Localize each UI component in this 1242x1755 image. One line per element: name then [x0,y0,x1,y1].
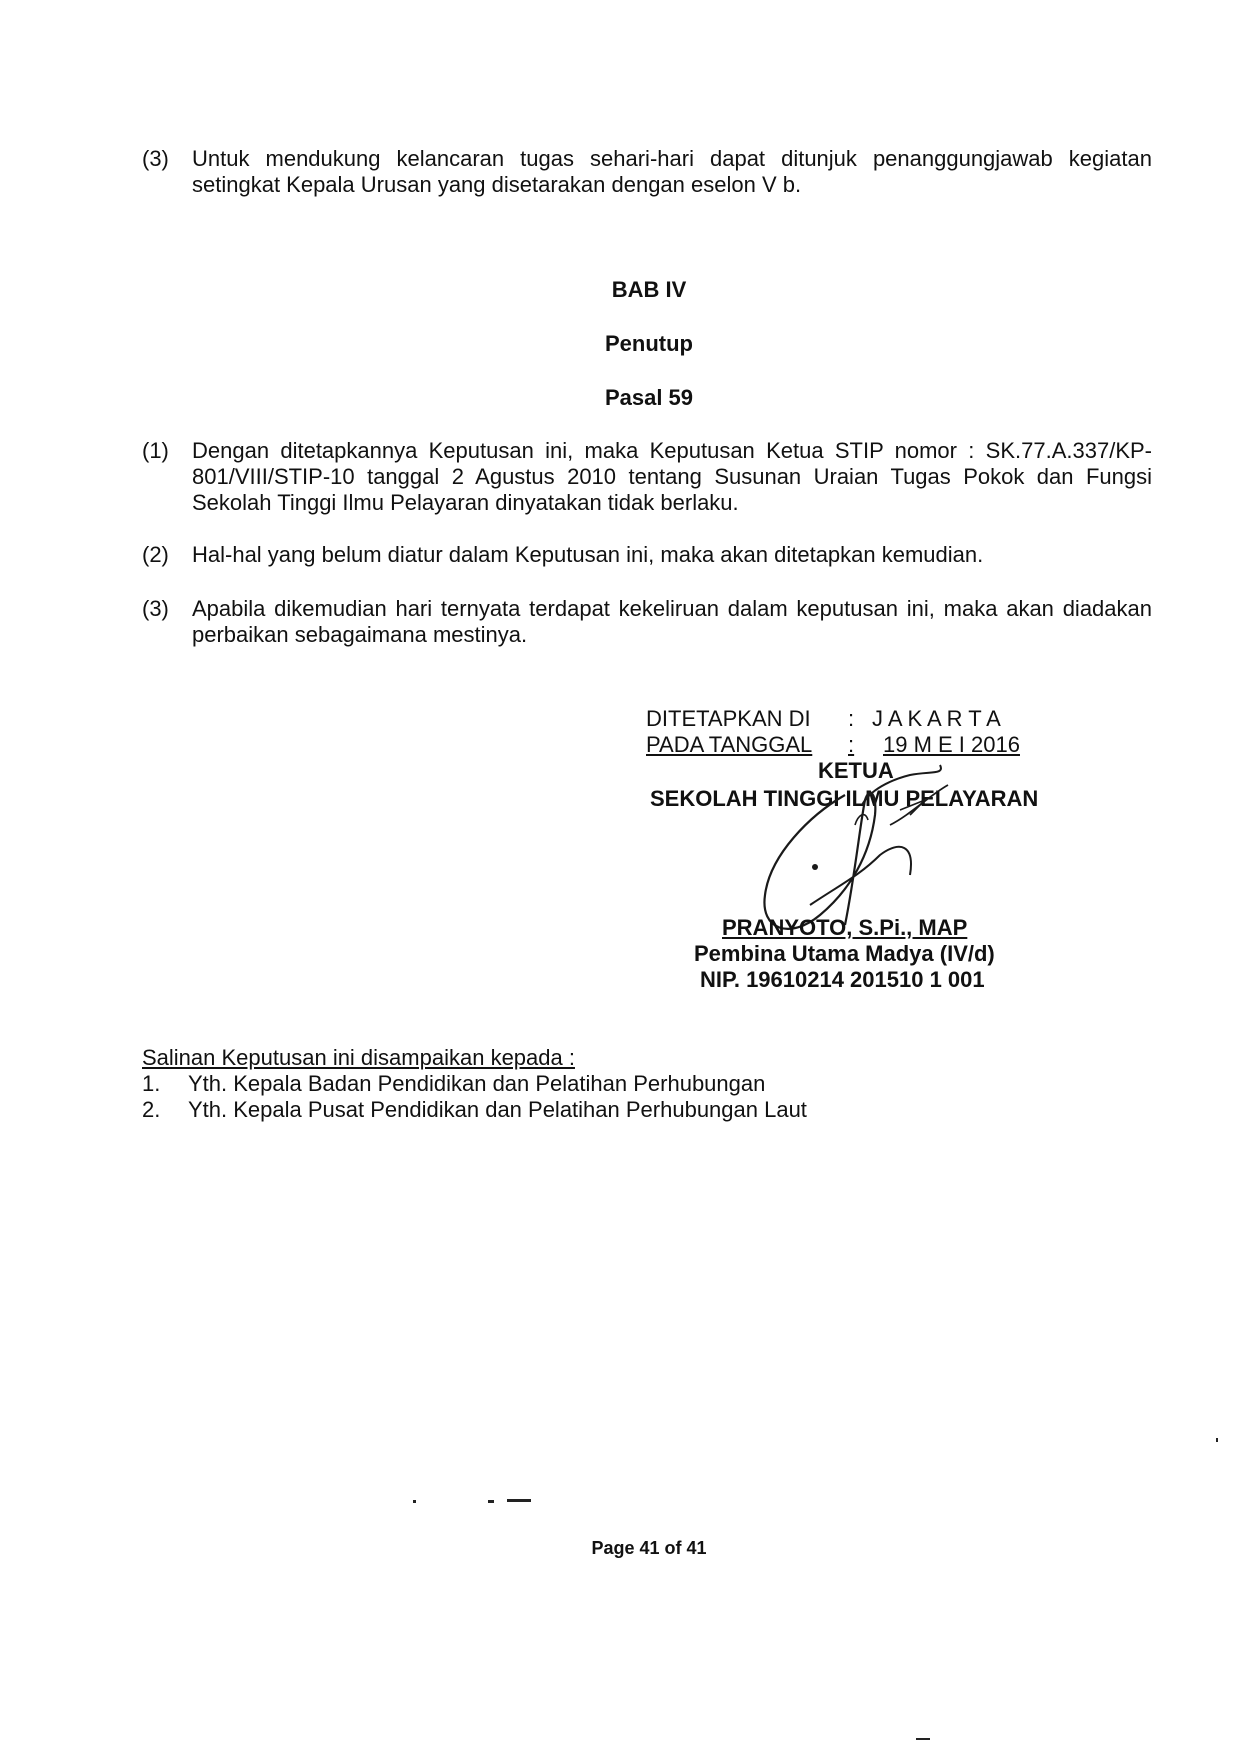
signatory-nip: NIP. 19610214 201510 1 001 [700,967,985,992]
list-item [142,1071,765,1097]
place-value: J A K A R T A [872,706,1001,731]
article-paragraph-2 [142,542,1152,568]
date-value: 19 M E I 2016 [883,732,1020,757]
scan-speck [507,1499,531,1502]
article-title: Pasal 59 [604,385,694,410]
intro-paragraph-number: (3) [142,146,169,171]
chapter-number: BAB IV [611,277,687,302]
article-paragraph-number: (1) [142,438,169,463]
list-item-number: 2. [142,1097,161,1122]
article-paragraph-3 [142,596,1152,648]
signatory-name: PRANYOTO, S.Pi., MAP [722,915,968,940]
scan-speck [916,1738,930,1740]
page-number: Page 41 of 41 [591,1538,707,1558]
article-paragraph-1 [142,438,1152,516]
intro-paragraph-text: Untuk mendukung kelancaran tugas sehari-hari dapat ditunjuk penanggungjawab kegiatan setingkat Kepala Urusan yang disetarakan dengan eselon V b. [192,146,1152,197]
signatory-rank: Pembina Utama Madya (IV/d) [694,941,995,966]
copy-heading: Salinan Keputusan ini disampaikan kepada : [142,1045,575,1070]
date-separator: : [848,732,855,757]
institution-name: SEKOLAH TINGGI ILMU PELAYARAN [650,786,1039,811]
scan-speck [1216,1438,1218,1442]
scan-speck [413,1500,416,1503]
list-item [142,1097,807,1123]
intro-paragraph [142,146,1152,198]
signatory-position: KETUA [818,758,894,783]
scan-speck [488,1500,494,1503]
article-paragraph-text: Hal-hal yang belum diatur dalam Keputusan ini, maka akan ditetapkan kemudian. [192,542,984,567]
list-item-text: Yth. Kepala Badan Pendidikan dan Pelatihan Perhubungan [188,1071,766,1096]
article-paragraph-number: (3) [142,596,169,621]
article-paragraph-number: (2) [142,542,169,567]
place-separator: : [848,706,855,731]
article-paragraph-text: Dengan ditetapkannya Keputusan ini, maka Keputusan Ketua STIP nomor : SK.77.A.337/KP-801/VIII/STIP-10 tanggal 2 Agustus 2010 tentang Susunan Uraian Tugas Pokok dan Fungsi Sekolah Tinggi Ilmu Pelayaran dinyatakan tidak berlaku. [192,438,1152,515]
article-paragraph-text: Apabila dikemudian hari ternyata terdapat kekeliruan dalam keputusan ini, maka akan diadakan perbaikan sebagaimana mestinya. [192,596,1152,647]
chapter-title: Penutup [605,331,693,356]
list-item-number: 1. [142,1071,161,1096]
place-label: DITETAPKAN DI [646,706,811,731]
date-label: PADA TANGGAL [646,732,813,757]
list-item-text: Yth. Kepala Pusat Pendidikan dan Pelatihan Perhubungan Laut [188,1097,807,1122]
